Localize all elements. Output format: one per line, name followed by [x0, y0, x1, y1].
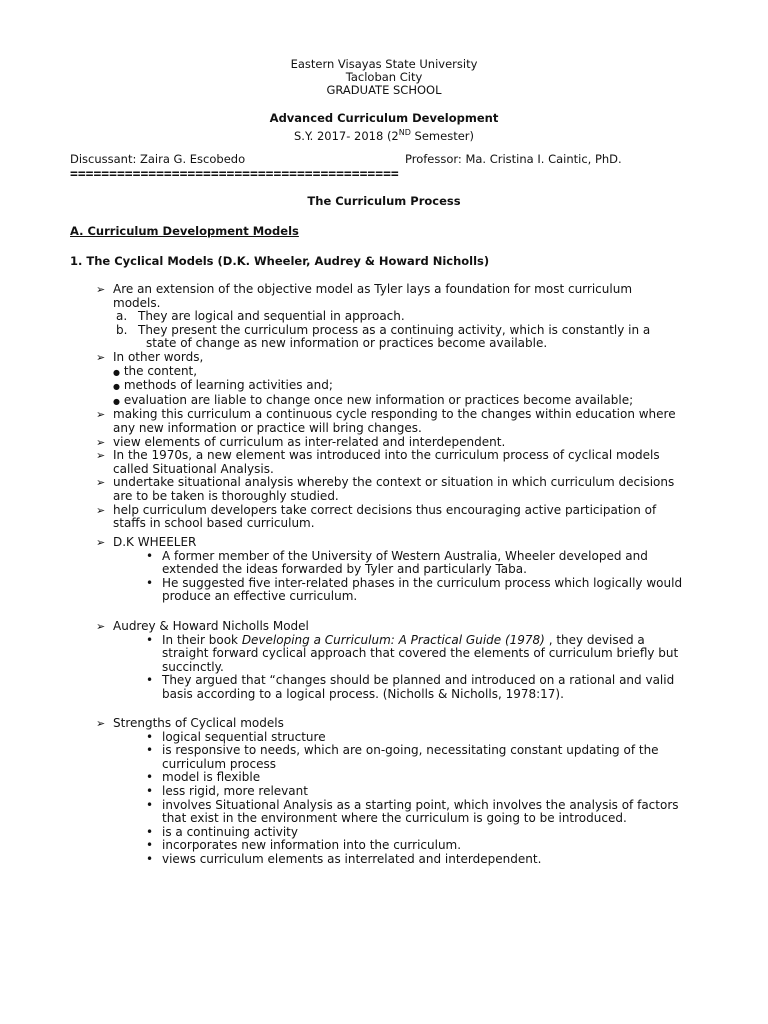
list-item — [70, 436, 710, 450]
strengths-section — [70, 717, 710, 867]
dot-bullet-icon: ● — [113, 396, 120, 406]
bullet-item — [70, 771, 710, 785]
school-year-suffix: Semester) — [410, 128, 475, 143]
list-item — [70, 504, 710, 531]
round-bullet-icon: • — [146, 770, 154, 785]
sub-item-label: a. — [116, 309, 128, 324]
bullet-item-text: involves Situational Analysis as a starting point, which involves the analysis of factors — [162, 797, 679, 812]
bullet-item — [70, 731, 710, 745]
round-bullet-icon: • — [146, 797, 154, 812]
list-item — [70, 351, 710, 365]
list-item — [70, 536, 710, 550]
arrow-bullet-icon: ➢ — [96, 717, 106, 730]
bullet-item-text: They argued that “changes should be planned and introduced on a rational and valid — [162, 673, 675, 688]
round-bullet-icon: • — [146, 851, 154, 866]
bullet-item-text: A former member of the University of Western Australia, Wheeler developed and — [162, 548, 648, 563]
section-a-heading: A. Curriculum Development Models — [70, 224, 299, 238]
school-year-prefix: S.Y. 2017- 2018 (2 — [293, 128, 399, 143]
bullet-item-text: views curriculum elements as interrelated and interdependent. — [162, 851, 542, 866]
bullet-item-text: basis according to a logical process. (Nicholls & Nicholls, 1978:17). — [162, 686, 564, 701]
bullet-item — [70, 826, 710, 840]
sub-item-text: state of change as new information or practices become available. — [146, 336, 548, 351]
list-item-text: are to be taken is thoroughly studied. — [113, 488, 339, 503]
bullet-item — [70, 799, 710, 826]
school-year-sup: ND — [398, 128, 411, 137]
dot-item-text: the content, — [123, 363, 198, 378]
round-bullet-icon: • — [146, 824, 154, 839]
bullet-text-post: , they devised a — [548, 632, 645, 647]
dot-item-text: methods of learning activities and; — [123, 378, 333, 393]
bullet-item — [70, 839, 710, 853]
arrow-bullet-icon: ➢ — [96, 503, 106, 517]
bullet-item-text: incorporates new information into the curriculum. — [162, 838, 462, 853]
wheeler-section — [70, 536, 710, 604]
round-bullet-icon: • — [146, 743, 154, 758]
bullet-item-text: He suggested five inter-related phases in the curriculum process which logically would — [162, 575, 683, 590]
list-item-text: help curriculum developers take correct decisions thus encouraging active participation of — [113, 502, 657, 517]
section-heading: Audrey & Howard Nicholls Model — [113, 619, 309, 633]
section-heading: D.K WHEELER — [113, 535, 197, 549]
bullet-text-pre: In their book — [162, 632, 242, 647]
nicholls-section — [70, 620, 710, 702]
bullet-item-text: is responsive to needs, which are on-going, necessitating constant updating of the — [162, 743, 659, 758]
bullet-item-text: that exist in the environment where the curriculum is going to be introduced. — [162, 811, 627, 826]
book-title: Developing a Curriculum: A Practical Guide (1978) — [241, 632, 549, 647]
bullet-item-text: logical sequential structure — [162, 729, 326, 744]
bullet-item — [70, 577, 710, 604]
intro-list — [70, 283, 710, 531]
arrow-bullet-icon: ➢ — [96, 435, 106, 449]
university-name: Eastern Visayas State University — [290, 57, 478, 71]
bullet-item-text: less rigid, more relevant — [162, 783, 308, 798]
bullet-item-text: curriculum process — [162, 756, 276, 771]
list-item — [70, 408, 710, 435]
list-item-text: any new information or practice will bring changes. — [113, 420, 422, 435]
round-bullet-icon: • — [146, 729, 154, 744]
list-item — [70, 449, 710, 476]
round-bullet-icon: • — [146, 838, 154, 853]
dot-item — [70, 394, 710, 409]
round-bullet-icon: • — [146, 575, 154, 590]
bullet-item-text: straight forward cyclical approach that covered the elements of curriculum briefly but — [162, 646, 679, 661]
round-bullet-icon: • — [146, 673, 154, 688]
school-name: GRADUATE SCHOOL — [326, 83, 442, 97]
bullet-item — [70, 634, 710, 675]
dot-bullet-icon: ● — [113, 382, 120, 392]
list-item-text: undertake situational analysis whereby the context or situation in which curriculum decisions — [113, 475, 675, 490]
sub-item-text: They are logical and sequential in approach. — [138, 309, 405, 324]
city-name: Tacloban City — [345, 70, 423, 84]
list-item-text: Are an extension of the objective model as Tyler lays a foundation for most curriculum — [113, 282, 633, 296]
professor-line: Professor: Ma. Cristina I. Caintic, PhD. — [405, 152, 622, 166]
bullet-item — [70, 744, 710, 771]
list-item — [70, 283, 710, 310]
bullet-item — [70, 550, 710, 577]
arrow-bullet-icon: ➢ — [96, 408, 106, 422]
round-bullet-icon: • — [146, 632, 154, 647]
bullet-item-text: extended the ideas forwarded by Tyler and particularly Taba. — [162, 562, 527, 577]
bullet-item-text: produce an effective curriculum. — [162, 589, 358, 604]
arrow-bullet-icon: ➢ — [96, 536, 106, 549]
sub-item-b — [70, 324, 710, 351]
round-bullet-icon: • — [146, 548, 154, 563]
arrow-bullet-icon: ➢ — [96, 350, 106, 364]
list-item-text: making this curriculum a continuous cycle responding to the changes within education where — [113, 407, 676, 422]
arrow-bullet-icon: ➢ — [96, 449, 106, 463]
list-item-text: called Situational Analysis. — [113, 461, 274, 476]
bullet-item — [70, 853, 710, 867]
list-item-text: In other words, — [113, 349, 204, 364]
sub-item-a — [70, 310, 710, 324]
bullet-item-text: succinctly. — [162, 659, 224, 674]
section-heading: Strengths of Cyclical models — [113, 716, 284, 730]
bullet-item-text: model is flexible — [162, 770, 261, 785]
course-title: Advanced Curriculum Development — [269, 111, 499, 125]
arrow-bullet-icon: ➢ — [96, 620, 106, 633]
bullet-item-text: is a continuing activity — [162, 824, 298, 839]
round-bullet-icon: • — [146, 783, 154, 798]
list-item-text: models. — [113, 295, 161, 310]
dot-item — [70, 365, 710, 380]
sub-item-label: b. — [116, 322, 128, 337]
list-item — [70, 620, 710, 634]
bullet-item-text — [162, 634, 710, 648]
section-1-heading: 1. The Cyclical Models (D.K. Wheeler, Audrey & Howard Nicholls) — [70, 254, 490, 268]
separator-line: ========================================== — [70, 168, 399, 181]
page-title: The Curriculum Process — [307, 194, 461, 208]
list-item-text: In the 1970s, a new element was introduced into the curriculum process of cyclical models — [113, 448, 660, 463]
list-item — [70, 476, 710, 503]
list-item — [70, 717, 710, 731]
school-year — [0, 126, 768, 143]
arrow-bullet-icon: ➢ — [96, 283, 106, 296]
sub-item-text: They present the curriculum process as a continuing activity, which is constantly in a — [138, 322, 651, 337]
bullet-item — [70, 785, 710, 799]
list-item-text: view elements of curriculum as inter-related and interdependent. — [113, 434, 506, 449]
dot-item — [70, 379, 710, 394]
arrow-bullet-icon: ➢ — [96, 476, 106, 490]
dot-bullet-icon: ● — [113, 367, 120, 377]
bullet-item — [70, 674, 710, 701]
dot-item-text: evaluation are liable to change once new information or practices become available; — [123, 392, 634, 407]
discussant-line: Discussant: Zaira G. Escobedo — [70, 152, 246, 166]
list-item-text: staffs in school based curriculum. — [113, 516, 315, 531]
